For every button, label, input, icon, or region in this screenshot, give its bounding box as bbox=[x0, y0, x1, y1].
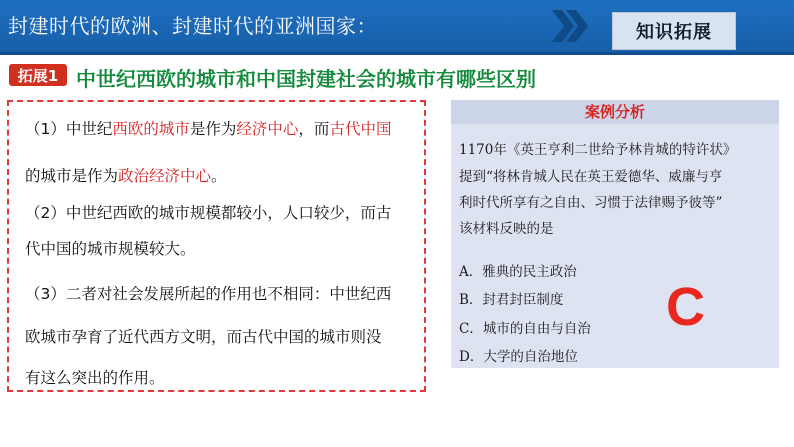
answer-highlight: 古代中国 bbox=[329, 120, 392, 138]
case-material-line: 1170年《英王亨利二世给予林肯城的特许状》 bbox=[459, 142, 737, 158]
answer-line-4: 代中国的城市规模较大。 bbox=[25, 240, 196, 258]
header-bar bbox=[0, 0, 794, 52]
answer-text: ，而 bbox=[298, 120, 330, 138]
header-divider bbox=[0, 52, 794, 55]
answer-line-5: （3）二者对社会发展所起的作用也不相同：中世纪西 bbox=[25, 285, 392, 303]
answer-line-1 bbox=[25, 114, 391, 145]
case-material-line: 利时代所享有之自由、习惯于法律赐予彼等” bbox=[459, 195, 723, 211]
knowledge-extension-badge: 知识拓展 bbox=[612, 12, 736, 50]
answer-highlight: 政治经济中心 bbox=[118, 167, 212, 185]
correct-answer: C bbox=[666, 277, 705, 337]
case-heading: 案例分析 bbox=[451, 100, 779, 124]
answer-line-3: （2）中世纪西欧的城市规模都较小，人口较少，而古 bbox=[25, 204, 392, 222]
answer-text: 的城市是作为 bbox=[25, 167, 119, 185]
answer-line-6: 欧城市孕育了近代西方文明，而古代中国的城市则没 bbox=[25, 328, 382, 346]
answer-highlight: 西欧的城市 bbox=[112, 120, 190, 138]
option-b: B．封君封臣制度 bbox=[459, 292, 564, 308]
option-c: C．城市的自由与自治 bbox=[459, 321, 591, 337]
case-material-line: 该材料反映的是 bbox=[459, 221, 554, 237]
answer-line-7: 有这么突出的作用。 bbox=[25, 369, 165, 387]
case-analysis-panel bbox=[451, 100, 779, 368]
option-a: A．雅典的民主政治 bbox=[459, 264, 577, 280]
option-d: D．大学的自治地位 bbox=[459, 349, 578, 365]
answer-text: 。 bbox=[211, 167, 227, 185]
header-title: 封建时代的欧洲、封建时代的亚洲国家： bbox=[8, 14, 377, 38]
extension-tag: 拓展1 bbox=[9, 64, 67, 86]
extension-question: 中世纪西欧的城市和中国封建社会的城市有哪些区别 bbox=[76, 67, 536, 91]
case-material-line: 提到“将林肯城人民在英王爱德华、威廉与亨 bbox=[459, 169, 723, 185]
chevron-right-icon bbox=[548, 4, 588, 48]
answer-text: （1）中世纪 bbox=[25, 120, 113, 138]
answer-text: 是作为 bbox=[189, 120, 237, 138]
answer-box bbox=[7, 100, 426, 392]
answer-highlight: 经济中心 bbox=[236, 120, 299, 138]
answer-line-2 bbox=[25, 161, 227, 192]
